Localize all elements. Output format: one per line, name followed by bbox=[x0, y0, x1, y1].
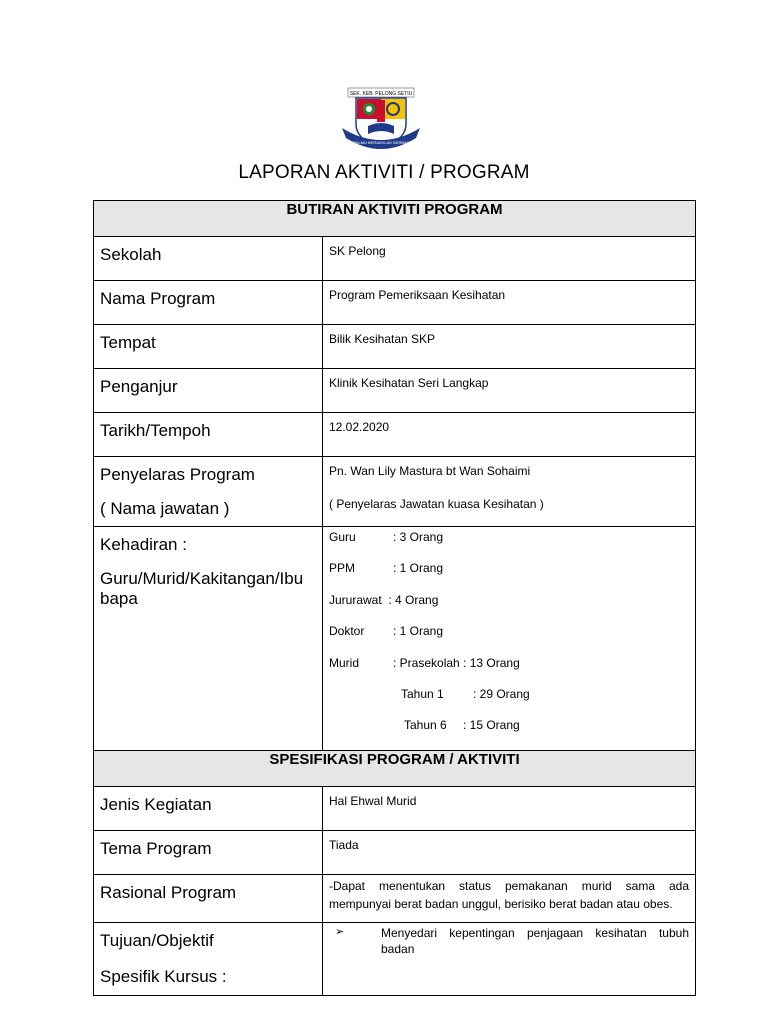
list-item bbox=[329, 718, 695, 749]
row-value: 12.02.2020 bbox=[323, 413, 696, 457]
row-label: Rasional Program bbox=[94, 874, 323, 922]
row-jenis-kegiatan bbox=[94, 786, 696, 830]
row-label: Tarikh/Tempoh bbox=[94, 413, 323, 457]
item-value: : 3 Orang bbox=[393, 530, 444, 544]
item-value: : 15 Orang bbox=[463, 718, 520, 733]
item-key: Guru bbox=[329, 530, 356, 544]
item-value: : Prasekolah : 13 Orang bbox=[393, 655, 520, 670]
row-value: -Dapat menentukan status pemakanan murid sama ada mempunyai berat badan unggul, berisiko berat badan atau obes. bbox=[323, 874, 696, 922]
row-tempat bbox=[94, 325, 696, 369]
penyelaras-role: ( Penyelaras Jawatan kuasa Kesihatan ) bbox=[329, 497, 544, 511]
list-item bbox=[329, 593, 695, 624]
row-value: Klinik Kesihatan Seri Langkap bbox=[323, 369, 696, 413]
list-item bbox=[329, 530, 695, 561]
row-penyelaras bbox=[94, 457, 696, 527]
row-value: Bilik Kesihatan SKP bbox=[323, 325, 696, 369]
svg-text:SEK. KEB. PELONG SETIU: SEK. KEB. PELONG SETIU bbox=[349, 91, 413, 97]
section-header-label: SPESIFIKASI PROGRAM / AKTIVITI bbox=[94, 750, 696, 786]
row-label: Tempat bbox=[94, 325, 323, 369]
item-key: Tahun 1 bbox=[401, 686, 444, 701]
item-key: Doktor bbox=[329, 624, 365, 639]
row-value: Program Pemeriksaan Kesihatan bbox=[323, 281, 696, 325]
row-label: Sekolah bbox=[94, 237, 323, 281]
kehadiran-label: Kehadiran : bbox=[100, 535, 187, 554]
item-key: Jururawat bbox=[329, 592, 382, 607]
tujuan-label: Tujuan/Objektif bbox=[100, 930, 214, 950]
row-label-group bbox=[94, 527, 323, 751]
row-value: Hal Ehwal Murid bbox=[323, 786, 696, 830]
row-sekolah bbox=[94, 237, 696, 281]
objektif-list bbox=[323, 922, 696, 995]
page-title: LAPORAN AKTIVITI / PROGRAM bbox=[238, 162, 530, 183]
kehadiran-sublabel: Guru/Murid/Kakitangan/Ibu bapa bbox=[100, 569, 304, 608]
item-value: : 4 Orang bbox=[388, 592, 439, 607]
row-value-group bbox=[323, 457, 696, 527]
spesifik-label: Spesifik Kursus : bbox=[100, 966, 227, 986]
school-crest-icon bbox=[340, 86, 422, 156]
row-label: Nama Program bbox=[94, 281, 323, 325]
item-key: Tahun 6 bbox=[404, 718, 447, 733]
row-kehadiran bbox=[94, 527, 696, 751]
row-tujuan bbox=[94, 922, 696, 995]
penyelaras-label: Penyelaras Program bbox=[100, 465, 255, 484]
row-label: Tema Program bbox=[94, 830, 323, 874]
nama-jawatan-label: ( Nama jawatan ) bbox=[100, 499, 230, 518]
row-rasional bbox=[94, 874, 696, 922]
row-penganjur bbox=[94, 369, 696, 413]
list-item bbox=[329, 687, 695, 718]
report-table bbox=[93, 200, 696, 996]
row-nama-program bbox=[94, 281, 696, 325]
section-header-butiran bbox=[94, 201, 696, 237]
row-tarikh bbox=[94, 413, 696, 457]
list-item-text: Menyedari kepentingan penjagaan kesihatan tubuh badan bbox=[381, 925, 690, 956]
section-header-label: BUTIRAN AKTIVITI PROGRAM bbox=[94, 201, 696, 237]
row-value: Tiada bbox=[323, 830, 696, 874]
school-logo bbox=[340, 86, 422, 156]
row-tema-program bbox=[94, 830, 696, 874]
item-value: : 1 Orang bbox=[393, 561, 444, 576]
list-item bbox=[329, 656, 695, 687]
item-value: : 29 Orang bbox=[473, 686, 530, 701]
row-label: Jenis Kegiatan bbox=[94, 786, 323, 830]
section-header-spesifikasi bbox=[94, 750, 696, 786]
item-key: Murid bbox=[329, 655, 360, 670]
list-item bbox=[323, 925, 695, 957]
penyelaras-name: Pn. Wan Lily Mastura bt Wan Sohaimi bbox=[329, 464, 531, 478]
row-value: SK Pelong bbox=[323, 237, 696, 281]
arrow-bullet-icon: ➢ bbox=[335, 925, 345, 938]
row-label: Penganjur bbox=[94, 369, 323, 413]
row-label-group bbox=[94, 922, 323, 995]
row-label-group bbox=[94, 457, 323, 527]
item-key: PPM bbox=[329, 561, 356, 576]
kehadiran-list bbox=[323, 527, 696, 751]
list-item bbox=[329, 624, 695, 655]
item-value: : 1 Orang bbox=[393, 624, 444, 639]
list-item bbox=[329, 561, 695, 592]
svg-text:BERILMU BERAKHLAK BERBAKTI: BERILMU BERAKHLAK BERBAKTI bbox=[349, 140, 413, 145]
